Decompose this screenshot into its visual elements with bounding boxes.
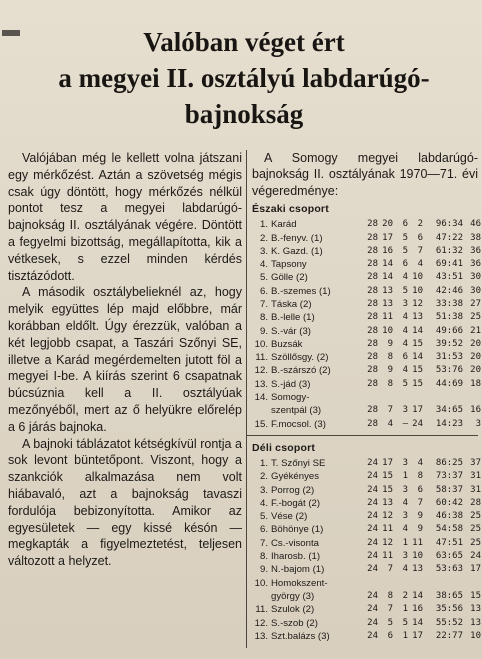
cell-won: 10 [382,325,393,336]
cell-pos: 13. [254,378,268,390]
cell-drawn: 4 [402,524,408,535]
standings-groups [252,203,481,643]
cell-played: 28 [367,405,378,416]
cell-played: 28 [367,365,378,376]
cell-played: 24 [367,630,378,641]
cell-won: 11 [382,551,393,562]
cell-played: 24 [367,617,378,628]
cell-goals: 96:34 [435,219,463,230]
cell-drawn: 3 [402,299,408,309]
cell-team: Somogy- [271,392,310,404]
table-row [252,590,481,603]
cell-team: S.-vár (3) [271,325,311,337]
cell-pos: 2. [259,471,268,483]
cell-played: 28 [367,219,378,230]
cell-pos: 15. [254,418,268,430]
table-row [252,298,481,311]
table-row [252,630,481,643]
table-row [252,470,481,483]
cell-lost: 15 [412,338,423,349]
cell-points: 31 [470,484,481,495]
cell-played: 24 [367,590,378,601]
cell-won: 8 [387,590,393,601]
cell-won: 14 [382,272,393,283]
cell-drawn: 3 [402,484,408,495]
cell-pos: 6. [259,285,268,297]
cell-team: F.-bogát (2) [271,497,321,509]
cell-drawn: 3 [402,511,408,522]
cell-lost: 7 [417,497,423,508]
cell-team: Iharosb. (1) [271,551,321,563]
cell-goals: 35:56 [435,604,463,615]
cell-pos: 12. [254,617,268,629]
cell-lost: 11 [412,537,423,548]
cell-goals: 54:58 [435,524,463,535]
table-row [252,245,481,258]
cell-played: 28 [367,272,378,283]
table-row [252,258,481,271]
cell-played: 24 [367,524,378,535]
cell-won: 12 [382,537,393,548]
cell-goals: 49:66 [435,325,463,336]
cell-pos: 6. [259,524,268,536]
cell-goals [423,577,463,590]
cell-points: 37 [470,457,481,468]
cell-team: Gyékényes [271,471,319,483]
cell-team: B.-szárszó (2) [271,365,331,377]
cell-drawn: 1 [402,537,408,548]
cell-played: 28 [367,338,378,349]
table-row [252,285,481,298]
cell-pos: 8. [259,312,268,324]
cell-points: 25 [470,524,481,535]
cell-won: 7 [387,405,393,416]
cell-won: 14 [382,259,393,270]
cell-lost: 9 [417,511,423,522]
group-heading: Déli csoport [252,441,316,454]
table-row [252,577,481,590]
headline-line: bajnokság [184,99,304,129]
cell-points [463,577,481,590]
cell-team: Szulok (2) [271,604,315,616]
column-divider [246,150,247,648]
cell-played: 24 [367,497,378,508]
cell-drawn: 4 [402,564,408,575]
cell-pos [252,590,271,603]
cell-drawn: 5 [402,378,408,389]
cell-goals [423,391,463,404]
cell-won: 7 [387,564,393,575]
cell-points [463,391,481,404]
cell-lost: 12 [412,299,423,309]
cell-points: 25 [470,312,481,323]
cell-played: 28 [367,299,378,309]
cell-points: 18 [470,378,481,389]
cell-lost: 9 [417,524,423,535]
ink-bleed-mark [2,30,20,36]
cell-pos: 8. [259,551,268,563]
cell-lost: 2 [417,219,423,230]
cell-pos [252,404,271,417]
cell-goals: 55:52 [435,617,463,628]
table-row [252,364,481,377]
cell-won [378,391,393,404]
cell-pos: 10. [254,577,268,589]
table-row [252,311,481,324]
cell-lost [408,577,423,590]
cell-pos: 14. [254,392,268,404]
cell-lost: 14 [412,325,423,336]
cell-points: 20 [470,338,481,349]
table-row [252,391,481,404]
table-row [252,617,481,630]
cell-goals: 63:65 [435,551,463,562]
cell-points: 13 [470,617,481,628]
cell-goals: 33:38 [435,299,463,309]
cell-drawn: 3 [402,405,408,416]
cell-pos: 7. [259,299,268,310]
table-row [252,218,481,231]
cell-goals: 73:37 [435,471,463,482]
cell-drawn: 3 [402,551,408,562]
cell-played: 28 [367,259,378,270]
cell-goals: 51:38 [435,312,463,323]
cell-drawn: 1 [402,604,408,615]
cell-won: 20 [382,219,393,230]
cell-goals: 14:23 [435,418,463,429]
cell-team: Vése (2) [271,511,308,523]
cell-lost: 15 [412,378,423,389]
cell-team: Buzsák [271,338,303,350]
standings-column [252,150,481,643]
cell-goals: 38:65 [435,590,463,601]
cell-pos: 9. [259,325,268,337]
cell-pos: 1. [259,219,268,231]
cell-won: 9 [387,338,393,349]
cell-won: 15 [382,471,393,482]
cell-points: 36 [470,259,481,270]
table-row [252,484,481,497]
cell-won: 8 [387,378,393,389]
cell-played: 28 [367,232,378,243]
cell-drawn: 1 [402,471,408,482]
cell-goals: 69:41 [435,259,463,270]
cell-team: K. Gazd. (1) [271,245,323,257]
cell-team: szentpál (3) [271,405,322,417]
cell-lost: 4 [417,457,423,468]
cell-lost: 10 [412,551,423,562]
cell-played: 28 [367,378,378,389]
cell-pos: 5. [259,272,268,284]
cell-goals: 86:25 [435,457,463,468]
cell-goals: 53:76 [435,365,463,376]
cell-drawn [393,391,408,404]
cell-points: 27 [470,299,481,309]
cell-pos: 7. [259,537,268,549]
cell-lost: 8 [417,471,423,482]
cell-lost: 17 [412,630,423,641]
cell-points: 24 [470,551,481,562]
cell-goals: 60:42 [435,497,463,508]
cell-drawn: 4 [402,365,408,376]
cell-drawn: 5 [402,245,408,256]
cell-drawn: — [402,418,408,429]
cell-played: 28 [367,325,378,336]
group-heading: Északi csoport [252,203,329,216]
cell-points: 30 [470,285,481,296]
cell-drawn: 4 [402,272,408,283]
cell-points: 16 [470,405,481,416]
table-row [252,338,481,351]
cell-played [363,577,378,590]
cell-lost: 17 [412,405,423,416]
cell-points: 46 [470,219,481,230]
article-body [8,150,242,570]
cell-team: Szt.balázs (3) [271,630,330,642]
group-divider [246,435,478,436]
cell-played: 28 [367,312,378,323]
cell-team: B.-lelle (1) [271,312,315,324]
cell-won: 15 [382,484,393,495]
cell-points: 10 [470,630,481,641]
table-row [252,325,481,338]
cell-pos: 4. [259,259,268,271]
cell-points: 25 [470,537,481,548]
cell-points: 20 [470,352,481,363]
cell-points: 3 [475,418,481,429]
cell-pos: 3. [259,245,268,257]
cell-pos: 12. [254,365,268,377]
cell-lost: 15 [412,365,423,376]
standings-table [252,457,481,643]
cell-team: F.mocsol. (3) [271,418,326,430]
cell-team: Gölle (2) [271,272,308,284]
cell-goals: 58:37 [435,484,463,495]
cell-won [378,577,393,590]
headline-line: Valóban véget ért [143,27,345,57]
cell-drawn: 3 [402,457,408,468]
cell-won: 11 [382,524,393,535]
cell-lost: 14 [412,617,423,628]
cell-points: 20 [470,365,481,376]
cell-goals: 46:38 [435,511,463,522]
article-paragraph: A bajnoki táblázatot kétségkívül rontja a sok levont büntetőpont. Viszont, hogy a szankciók alkalmazása nem volt hiábavaló, azt a bajnokság tavaszi fordulója bebizonyította. Amikor az egyesületek — egy kissé késón — megkapták a figyelmeztetést, teljesen változott a helyzet. [8,436,242,569]
cell-played: 28 [367,285,378,296]
cell-lost: 13 [412,564,423,575]
table-row [252,523,481,536]
table-row [252,418,481,431]
cell-pos: 11. [255,352,268,364]
cell-goals: 44:69 [435,378,463,389]
table-row [252,232,481,245]
cell-played: 24 [367,511,378,522]
cell-pos: 3. [259,484,268,496]
cell-drawn: 2 [402,590,408,601]
cell-drawn: 1 [402,630,408,641]
cell-points: 31 [470,471,481,482]
cell-pos: 5. [259,511,268,523]
cell-lost: 10 [412,285,423,296]
cell-team: S.-jád (3) [271,378,311,390]
cell-won: 4 [387,418,393,429]
cell-goals: 53:63 [435,564,463,575]
cell-team: Porrog (2) [271,484,315,496]
article-paragraph: Valójában még le kellett volna játszani egy mérkőzést. Aztán a szövetség mégis csak úgy döntött, hogy mérkőzés nélkül pontot tesz a megyei labdarúgó-bajnokság II. osztályának végére. Döntött a fegyelmi bizottság, megállapította, kik a vétkesek, s ezzel minden kérdés tisztázódott. [8,151,242,283]
cell-team: Cs.-visonta [271,537,319,549]
cell-team: S.-szob (2) [271,617,318,629]
cell-won: 7 [387,604,393,615]
cell-points: 28 [470,497,481,508]
cell-drawn: 4 [402,497,408,508]
cell-pos: 1. [259,457,268,469]
cell-goals: 47:22 [435,232,463,243]
cell-played: 24 [367,604,378,615]
cell-team: Böhönye (1) [271,524,324,536]
cell-team: N.-bajom (1) [271,564,325,576]
cell-points: 17 [470,564,481,575]
cell-team: T. Szőnyi SE [271,457,326,469]
table-row [252,563,481,576]
cell-team: B.-fenyv. (1) [271,232,323,244]
cell-played: 28 [367,352,378,363]
cell-won: 13 [382,299,393,309]
cell-goals: 22:77 [435,630,463,641]
cell-goals: 31:53 [435,352,463,363]
cell-drawn: 5 [402,617,408,628]
cell-lost: 14 [412,352,423,363]
cell-pos: 13. [254,630,268,642]
cell-drawn: 4 [402,338,408,349]
cell-goals: 43:51 [435,272,463,283]
cell-goals: 42:46 [435,285,463,296]
cell-lost: 4 [417,259,423,270]
cell-drawn: 5 [402,285,408,296]
table-row [252,271,481,284]
cell-pos: 4. [259,497,268,509]
table-row [252,497,481,510]
table-row [252,351,481,364]
table-row [252,537,481,550]
table-row [252,603,481,616]
standings-table [252,218,481,431]
cell-played [363,391,378,404]
cell-goals: 39:52 [435,338,463,349]
cell-team: Szöllősgy. (2) [271,352,329,364]
cell-lost [408,391,423,404]
cell-points: 30 [470,272,481,283]
cell-played: 24 [367,457,378,468]
cell-won: 17 [382,457,393,468]
cell-drawn: 6 [402,259,408,270]
cell-played: 24 [367,537,378,548]
cell-pos: 11. [255,604,268,616]
cell-played: 24 [367,471,378,482]
cell-won: 16 [382,245,393,256]
article-headline [20,24,468,132]
cell-lost: 16 [412,604,423,615]
cell-goals: 34:65 [435,405,463,416]
cell-drawn: 6 [402,352,408,363]
cell-pos: 9. [259,564,268,576]
table-row [252,510,481,523]
table-row [252,378,481,391]
cell-drawn: 4 [402,325,408,336]
cell-pos: 2. [259,232,268,244]
cell-lost: 10 [412,272,423,283]
standings-intro: A Somogy megyei labdarúgó-bajnokság II. osztályának 1970—71. évi végeredménye: [252,151,478,198]
cell-won: 6 [387,630,393,641]
cell-points: 21 [470,325,481,336]
cell-played: 24 [367,564,378,575]
cell-played: 24 [367,484,378,495]
cell-team: györgy (3) [271,590,315,602]
cell-played: 28 [367,418,378,429]
cell-team: Karád [271,219,297,231]
cell-drawn: 5 [402,232,408,243]
cell-won: 12 [382,511,393,522]
cell-won: 8 [387,352,393,363]
cell-drawn [393,577,408,590]
table-row [252,457,481,470]
cell-drawn: 6 [402,219,408,230]
cell-played: 28 [367,245,378,256]
cell-goals: 61:32 [435,245,463,256]
table-row [252,550,481,563]
cell-team: B.-szemes (1) [271,285,331,297]
cell-points: 15 [470,590,481,601]
cell-goals: 47:51 [435,537,463,548]
cell-won: 13 [382,497,393,508]
cell-lost: 7 [417,245,423,256]
cell-lost: 6 [417,484,423,495]
cell-team: Homokszent- [271,577,328,589]
cell-won: 17 [382,232,393,243]
cell-points: 38 [470,232,481,243]
cell-team: Tapsony [271,259,307,271]
cell-pos: 10. [254,338,268,350]
cell-lost: 14 [412,590,423,601]
table-row [252,404,481,417]
cell-won: 5 [387,617,393,628]
cell-points: 25 [470,511,481,522]
cell-lost: 24 [412,418,423,429]
cell-lost: 6 [417,232,423,243]
cell-won: 13 [382,285,393,296]
article-paragraph: A második osztálybelieknél az, hogy melyik együttes lép majd előbbre, már korábban eldőlt. Úgy érezzük, valóban a két legjobb csapat, a Taszári Szőnyi SE, illetve a Karád megérdemelten jutott föl a megyei I-be. A kiírás szerint 6 csapatnak búcsúznia kell a II. osztályúak mezőnyéből, mert az ő helyükre előrelép a 6 járás bajnoka. [8,285,242,434]
cell-won: 11 [382,312,393,323]
headline-line: a megyei II. osztályú labdarúgó- [58,63,430,93]
cell-won: 9 [387,365,393,376]
cell-lost: 13 [412,312,423,323]
cell-points: 36 [470,245,481,256]
cell-played: 24 [367,551,378,562]
cell-team: Táska (2) [271,299,312,310]
cell-drawn: 4 [402,312,408,323]
cell-points: 13 [470,604,481,615]
